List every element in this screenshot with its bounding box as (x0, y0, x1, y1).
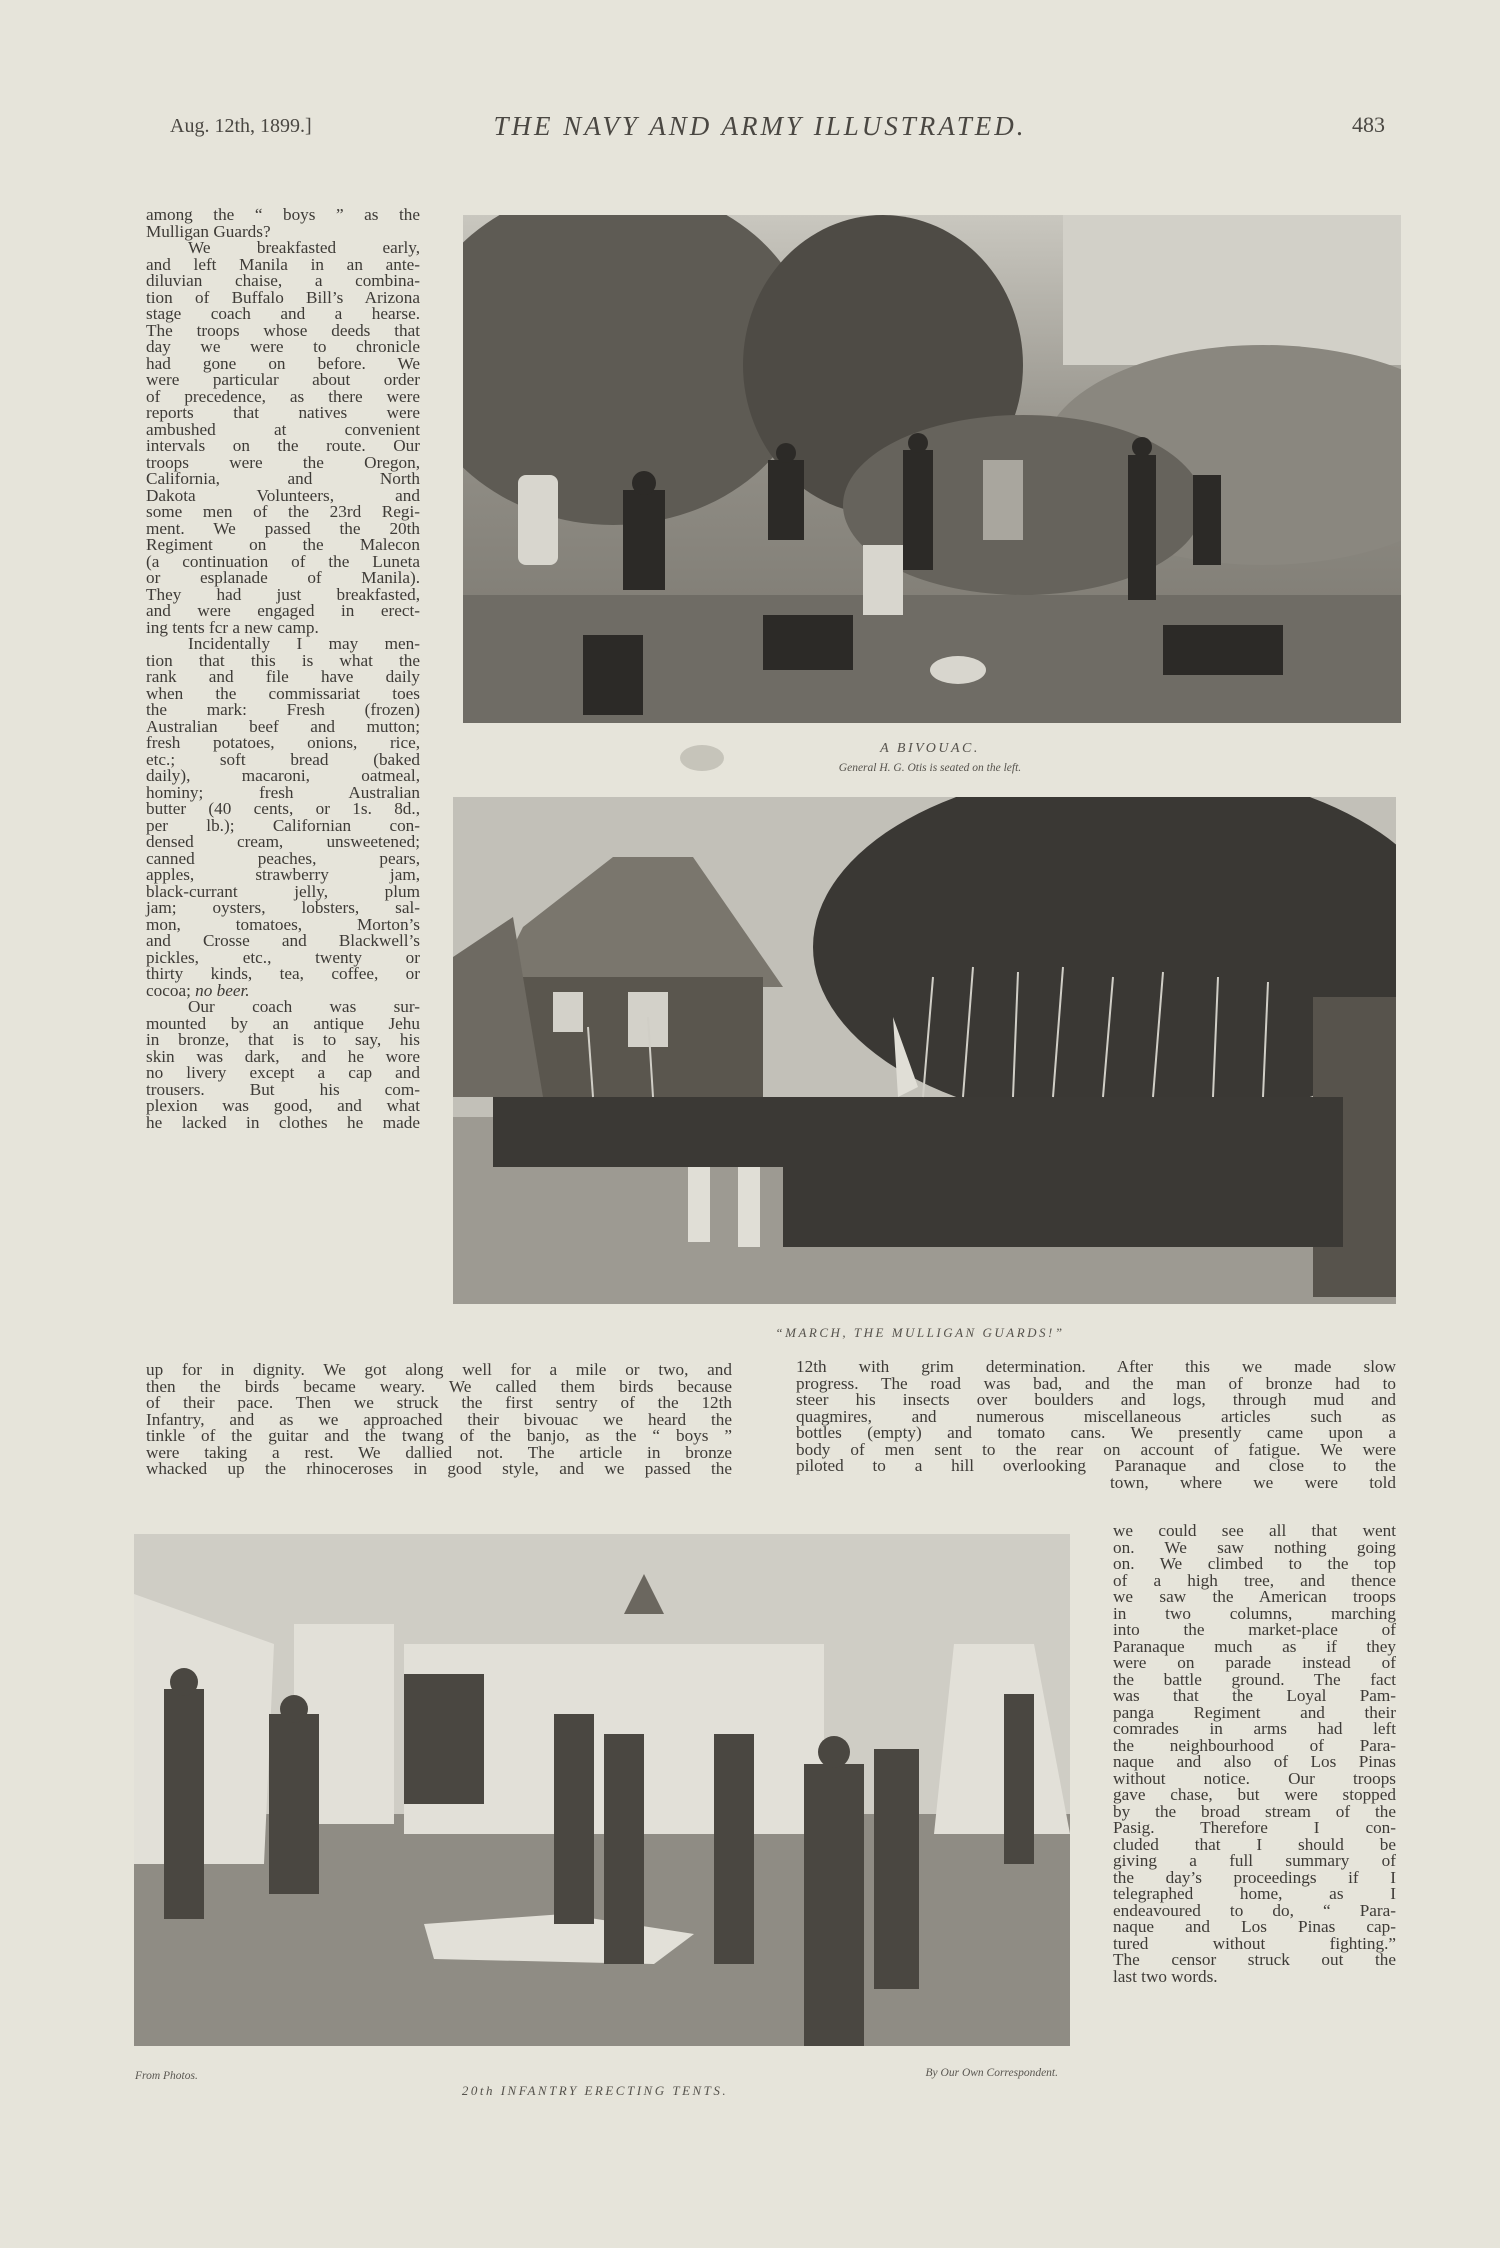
text-line: he lacked in clothes he made (146, 1112, 420, 1132)
text-line: apples, strawberry jam, (146, 865, 420, 884)
ink-blot-mark (680, 745, 724, 771)
text-line: on. We saw nothing going (1113, 1537, 1396, 1557)
text-line: on. We climbed to the top (1113, 1554, 1396, 1573)
text-line: plexion was good, and what (146, 1096, 420, 1115)
text-line: stage coach and a hearse. (146, 304, 420, 323)
text-line: comrades in arms had left (1113, 1719, 1396, 1738)
left-column-text (146, 207, 420, 1131)
text-line: Paranaque much as if they (1113, 1636, 1396, 1656)
text-line: mon, tomatoes, Morton’s (146, 914, 420, 934)
text-line: bottles (empty) and tomato cans. We presently came upon a (796, 1423, 1396, 1442)
text-line: quagmires, and numerous miscellaneous articles such as (796, 1406, 1396, 1426)
photo-bivouac (463, 215, 1401, 723)
text-line: among the “ boys ” as the (146, 205, 420, 224)
text-line: pickles, etc., twenty or (146, 947, 420, 967)
bottom-left-text (146, 1362, 732, 1478)
text-line: we saw the American troops (1113, 1587, 1396, 1606)
text-line: Dakota Volunteers, and (146, 485, 420, 505)
text-line: ment. We passed the 20th (146, 518, 420, 538)
text-line: jam; oysters, lobsters, sal- (146, 898, 420, 917)
text-line: and left Manila in an ante- (146, 254, 420, 274)
text-line: trousers. But his com- (146, 1079, 420, 1099)
text-line: body of men sent to the rear on account of fatigue. We were (796, 1439, 1396, 1459)
text-line: of a high tree, and thence (1113, 1570, 1396, 1590)
text-line: by the broad stream of the (1113, 1801, 1396, 1821)
text-line: They had just breakfasted, (146, 584, 420, 604)
text-line: no livery except a cap and (146, 1063, 420, 1082)
text-line: (a continuation of the Luneta (146, 551, 420, 571)
text-line: ambushed at convenient (146, 419, 420, 439)
correspondent-credit: By Our Own Correspondent. (925, 2067, 1058, 2079)
text-line: without notice. Our troops (1113, 1768, 1396, 1788)
publication-title: THE NAVY AND ARMY ILLUSTRATED. (493, 111, 1027, 141)
text-line: intervals on the route. Our (146, 436, 420, 455)
caption-bivouac-title: A BIVOUAC. (880, 741, 980, 756)
caption-mulligan-guards: “MARCH, THE MULLIGAN GUARDS!” (775, 1325, 1065, 1340)
text-line: and Crosse and Blackwell’s (146, 931, 420, 950)
text-line: were taking a rest. We dallied not. The article in bronze (146, 1442, 732, 1462)
text-line: Incidentally I may men- (188, 634, 420, 653)
text-line: troops were the Oregon, (146, 452, 420, 472)
text-line: black-currant jelly, plum (146, 881, 420, 901)
text-line: and were engaged in erect- (146, 601, 420, 620)
bivouac-photo-image (463, 215, 1401, 723)
text-line: the day’s proceedings if I (1113, 1867, 1396, 1887)
text-line: when the commissariat toes (146, 683, 420, 703)
text-line: of precedence, as there were (146, 386, 420, 406)
text-line: progress. The road was bad, and the man of bronze had to (796, 1373, 1396, 1393)
text-line: last two words. (1113, 1966, 1218, 1986)
text-line: panga Regiment and their (1113, 1702, 1396, 1722)
text-line: in two columns, marching (1113, 1603, 1396, 1623)
text-line: thirty kinds, tea, coffee, or (146, 964, 420, 983)
text-line: were particular about order (146, 370, 420, 389)
text-line: day we were to chronicle (146, 337, 420, 356)
text-line: some men of the 23rd Regi- (146, 502, 420, 521)
caption-bivouac-subtitle: General H. G. Otis is seated on the left. (838, 762, 1022, 774)
text-line: we could see all that went (1113, 1521, 1396, 1540)
page-number: 483 (1352, 112, 1385, 137)
text-line: town, where we were told (1110, 1472, 1396, 1492)
text-line: naque and Los Pinas cap- (1113, 1917, 1396, 1936)
text-line: endeavoured to do, “ Para- (1113, 1900, 1396, 1920)
text-line: ing tents fcr a new camp. (146, 617, 319, 637)
text-line: were on parade instead of (1113, 1653, 1396, 1672)
text-line: gave chase, but were stopped (1113, 1785, 1396, 1804)
text-line: had gone on before. We (146, 353, 420, 373)
text-line: the battle ground. The fact (1113, 1669, 1396, 1689)
text-line: giving a full summary of (1113, 1851, 1396, 1870)
text-line: into the market-place of (1113, 1620, 1396, 1639)
text-line: tured without fighting.” (1113, 1933, 1396, 1953)
text-line: was that the Loyal Pam- (1113, 1686, 1396, 1705)
text-line: naque and also of Los Pinas (1113, 1752, 1396, 1771)
bottom-right-text (796, 1359, 1396, 1491)
text-line: Infantry, and as we approached their bivouac we heard the (146, 1409, 732, 1429)
text-line: up for in dignity. We got along well for a mile or two, and (146, 1360, 732, 1379)
text-line: skin was dark, and he wore (146, 1046, 420, 1066)
text-line: daily), macaroni, oatmeal, (146, 766, 420, 785)
text-line: diluvian chaise, a combina- (146, 271, 420, 290)
text-line: hominy; fresh Australian (146, 782, 420, 802)
text-line: per lb.); Californian con- (146, 815, 420, 835)
text-line: Our coach was sur- (188, 997, 420, 1016)
text-line: California, and North (146, 469, 420, 488)
text-line: Australian beef and mutton; (146, 716, 420, 736)
caption-infantry-tents: 20th INFANTRY ERECTING TENTS. (461, 2083, 729, 2098)
text-line: Mulligan Guards? (146, 221, 271, 241)
text-line: tinkle of the guitar and the twang of the banjo, as the “ boys ” (146, 1426, 732, 1445)
text-line: the mark: Fresh (frozen) (146, 700, 420, 719)
text-line: or esplanade of Manila). (146, 568, 420, 587)
text-line: 12th with grim determination. After this we made slow (796, 1357, 1396, 1376)
infantry-tents-photo-image (134, 1534, 1070, 2046)
text-line: cluded that I should be (1113, 1834, 1396, 1854)
text-line: Pasig. Therefore I con- (1113, 1818, 1396, 1837)
text-line: We breakfasted early, (188, 238, 420, 257)
italic-phrase: no beer. (190, 980, 250, 1000)
text-line: mounted by an antique Jehu (146, 1013, 420, 1033)
text-line: rank and file have daily (146, 667, 420, 686)
text-line: etc.; soft bread (baked (146, 749, 420, 769)
text-line: The troops whose deeds that (146, 320, 420, 340)
photo-mulligan-guards (453, 797, 1396, 1304)
right-column-text (1113, 1523, 1396, 1985)
text-line: The censor struck out the (1113, 1950, 1396, 1969)
text-line: tion that this is what the (146, 650, 420, 670)
text-line: Regiment on the Malecon (146, 535, 420, 554)
text-line: reports that natives were (146, 403, 420, 422)
text-line: canned peaches, pears, (146, 848, 420, 868)
text-line: cocoa; no beer. (146, 980, 250, 1000)
text-line: whacked up the rhinoceroses in good style, and we passed the (146, 1459, 732, 1478)
photo-credit: From Photos. (135, 2070, 198, 2082)
text-line: piloted to a hill overlooking Paranaque and close to the (796, 1456, 1396, 1475)
text-line: densed cream, unsweetened; (146, 832, 420, 851)
text-line: the neighbourhood of Para- (1113, 1735, 1396, 1755)
text-line: then the birds became weary. We called them birds because (146, 1376, 732, 1396)
photo-infantry-tents (134, 1534, 1070, 2046)
mulligan-guards-photo-image (453, 797, 1396, 1304)
text-line: tion of Buffalo Bill’s Arizona (146, 287, 420, 307)
text-line: in bronze, that is to say, his (146, 1030, 420, 1049)
text-line: steer his insects over boulders and logs, through mud and (796, 1390, 1396, 1409)
text-line: butter (40 cents, or 1s. 8d., (146, 799, 420, 818)
text-line: of their pace. Then we struck the first sentry of the 12th (146, 1393, 732, 1412)
text-line: fresh potatoes, onions, rice, (146, 733, 420, 752)
issue-date: Aug. 12th, 1899.] (170, 115, 312, 137)
text-line: telegraphed home, as I (1113, 1884, 1396, 1903)
